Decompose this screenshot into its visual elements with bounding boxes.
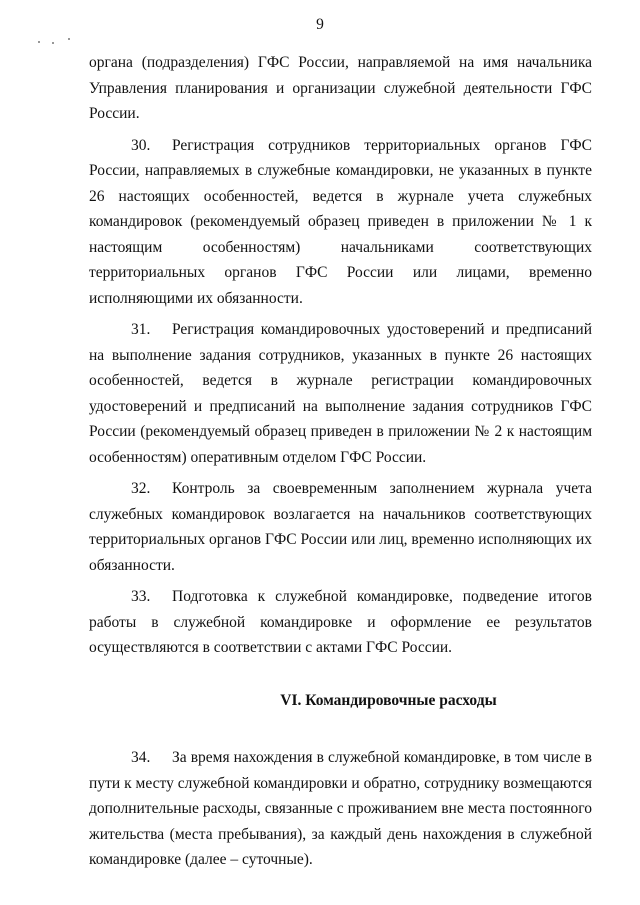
paragraph-text: Контроль за своевременным заполнением журнала учета служебных командировок возлагается на начальников соответствующих территориальных органов ГФС России или лиц, временно исполняющих их обязанности. (89, 480, 592, 574)
paragraph-number: 31. (131, 321, 151, 338)
paragraph-32 (89, 476, 592, 578)
paragraph-number: 32. (131, 480, 151, 497)
paragraph-text: органа (подразделения) ГФС России, направляемой на имя начальника Управления планирования и организации служебной деятельности ГФС России. (89, 54, 592, 122)
paragraph-text: Подготовка к служебной командировке, подведение итогов работы в служебной командировке и оформление ее результатов осуществляются в соответствии с актами ГФС России. (89, 588, 592, 656)
paragraph-33 (89, 584, 592, 661)
paragraph-34 (89, 745, 592, 873)
page-number: 9 (316, 16, 324, 33)
document-body (89, 50, 592, 879)
paragraph-number: 33. (131, 588, 151, 605)
paragraph-31 (89, 317, 592, 470)
paragraph-number: 34. (131, 749, 151, 766)
paragraph-continued (89, 50, 592, 127)
paragraphs-before-section (89, 50, 592, 661)
heading-spacer (89, 713, 592, 745)
paragraph-text: Регистрация сотрудников территориальных органов ГФС России, направляемых в служебные командировки, не указанных в пункте 26 настоящих особенностей, ведется в журнале учета служебных командировок (рекомендуемый образец приведен в приложении № 1 к настоящим особенностям) начальниками соответствующих территориальных органов ГФС России или лицами, временно исполняющими их обязанности. (89, 136, 592, 307)
section-heading: VI. Командировочные расходы (280, 691, 497, 709)
paragraph-number: 30. (131, 136, 151, 154)
paragraph-text: За время нахождения в служебной командировке, в том числе в пути к месту служебной командировки и обратно, сотруднику возмещаются дополнительные расходы, связанные с проживанием вне места постоянного жительства (места пребывания), за каждый день нахождения в служебной командировке (далее – суточные). (89, 749, 592, 868)
paragraph-text: Регистрация командировочных удостоверений и предписаний на выполнение задания сотрудников, указанных в пункте 26 настоящих особенностей, ведется в журнале регистрации командировочных удостоверений и предписаний на выполнение задания сотрудников ГФС России (рекомендуемый образец приведен в приложении № 2 к настоящим особенностям) оперативным отделом ГФС России. (89, 321, 592, 466)
paragraph-30 (89, 133, 592, 312)
paragraphs-after-section (89, 745, 592, 873)
scan-speck-mark (38, 36, 74, 46)
